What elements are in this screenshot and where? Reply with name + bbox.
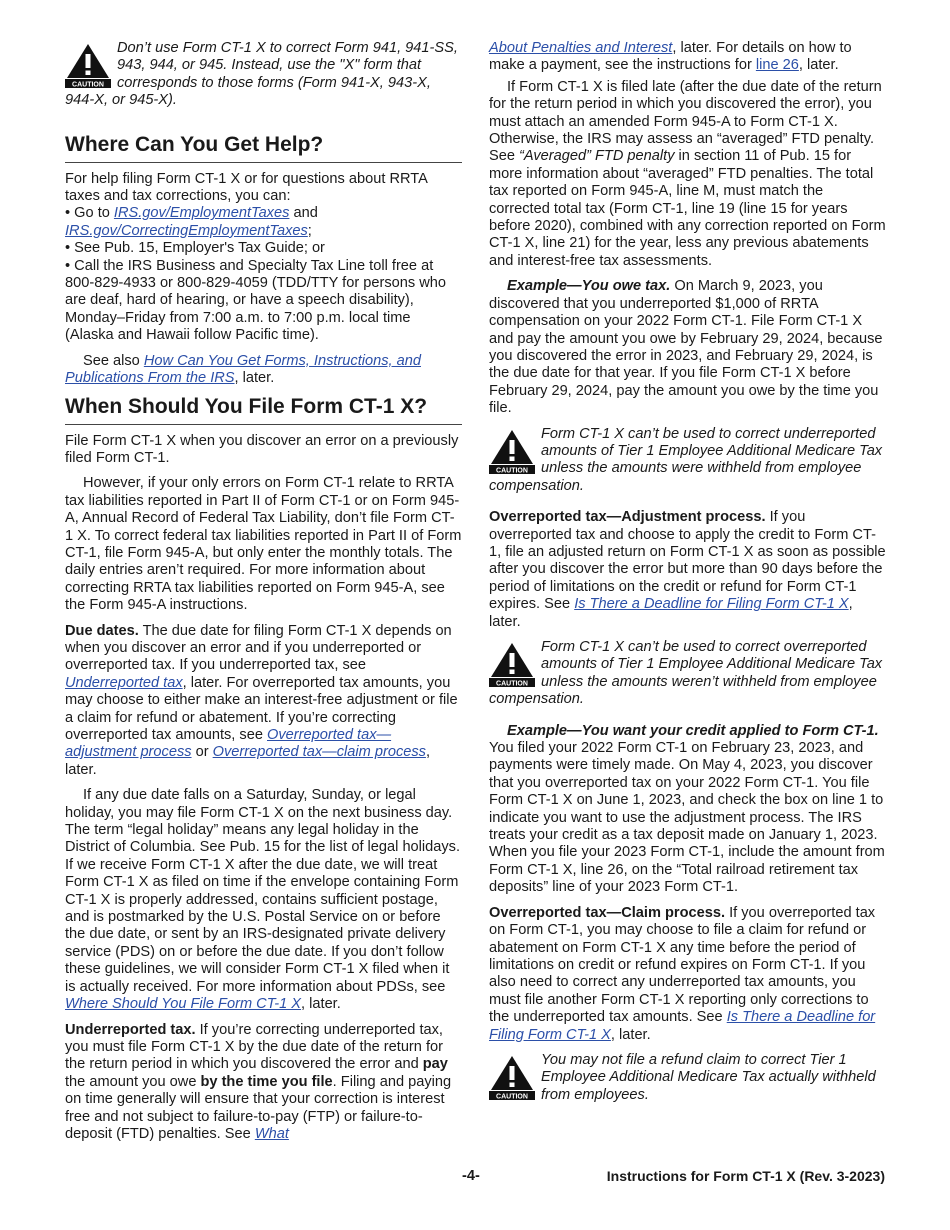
help-intro: For help filing Form CT-1 X or for questions about RRTA taxes and tax corrections, you can: [65, 170, 428, 205]
link-where-file[interactable]: Where Should You File Form CT-1 X [65, 996, 302, 1013]
page-number: -4- [462, 1168, 480, 1184]
due-dates-paragraph: Due dates. The due date for filing Form CT-1 X depends on when you discover an error and if you underreported or overreported tax. If you underreported tax, see Underreported tax, later. For overreported tax amounts, you may choose to either make an interest-free adjustment or file a claim for refund or abatement. If you’re correcting overreported tax amounts, see Overreported tax—adjustment process or Overreported tax—claim process, later. [65, 622, 458, 778]
caution-text: Form CT-1 X can’t be used to correct overreported amounts of Tier 1 Employee Additional Medicare Tax unless the amounts weren’t withheld from employee compensation. [489, 639, 883, 708]
link-what-about-penalties[interactable]: What [254, 1125, 289, 1142]
heading-when-file: When Should You File Form CT-1 X? [65, 394, 462, 425]
link-correcting-employment-taxes[interactable]: IRS.gov/CorrectingEmploymentTaxes [65, 222, 308, 239]
link-claim-process[interactable]: Overreported tax—claim process [212, 744, 426, 761]
continued-paragraph: About Penalties and Interest, later. For details on how to make a payment, see the instructions for line 26, later. [489, 40, 852, 74]
caution-icon [489, 428, 535, 474]
help-see-also: See also How Can You Get Forms, Instructions, and Publications From the IRS, later. [65, 352, 421, 387]
when-p2: However, if your only errors on Form CT-1 relate to RRTA tax liabilities reported in Part II of Form CT-1 or on Form 945-A, Annual Record of Federal Tax Liability, don’t file Form CT-1 X. To correct federal tax liabilities reported in Part II of Form CT-1, file Form 945-A, but only enter the monthly totals. The daily entries aren’t required. For more information about correcting RRTA tax liabilities reported on Form 945-A, see the Form 945-A instructions. [65, 475, 462, 614]
link-line-26[interactable]: line 26 [755, 57, 799, 74]
link-deadline-filing[interactable]: Is There a Deadline for Filing Form CT-1 X [574, 596, 849, 613]
heading-where-help: Where Can You Get Help? [65, 132, 462, 163]
caution-text: Form CT-1 X can’t be used to correct underreported amounts of Tier 1 Employee Additional Medicare Tax unless the amounts were withheld from employee compensation. [489, 425, 883, 494]
example-owe-tax: Example—You owe tax. On March 9, 2023, you discovered that you underreported $1,000 of RRTA compensation on your 2022 Form CT-1. File Form CT-1 X and pay the amount you owe by February 29, 2024, because you discovered the error in 2023, and February 29, 2024, is the due date for that year. If you file Form CT-1 X before February 29, 2024, pay the amount you owe by the time you file. [489, 278, 883, 417]
link-get-forms[interactable]: How Can You Get Forms, Instructions, and Publications From the IRS [65, 352, 421, 387]
caution-icon [65, 42, 111, 88]
holiday-paragraph: If any due date falls on a Saturday, Sunday, or legal holiday, you may file Form CT-1 X on the next business day. The term “legal holiday” means any legal holiday in the District of Columbia. See Pub. 15 for the list of legal holidays. If we receive Form CT-1 X after the due date, we will treat Form CT-1 X as filed on time if the envelope containing Form CT-1 X is properly addressed, contains sufficient postage, and is postmarked by the U.S. Postal Service on or before the due date, or sent by an IRS-designated private delivery service (PDS) on or before the due date. If you don’t follow these guidelines, we will consider Form CT-1 X filed when it is actually received. For more information about PDSs, see Where Should You File Form CT-1 X, later. [65, 787, 461, 1013]
help-bullet-1: • Go to IRS.gov/EmploymentTaxes and IRS.gov/CorrectingEmploymentTaxes; [65, 205, 318, 239]
caution-note-refund-claim [489, 1052, 886, 1104]
caution-text: You may not file a refund claim to correct Tier 1 Employee Additional Medicare Tax actually withheld from employees. [541, 1051, 876, 1103]
link-deadline-filing-2[interactable]: Is There a Deadline for Filing Form CT-1 X [489, 1009, 876, 1043]
left-column [65, 40, 462, 1143]
underreported-paragraph: Underreported tax. If you’re correcting underreported tax, you must file Form CT-1 X by the due date of the return for the return period in which you discovered the error and pay the amount you owe by the time you file. Filing and paying on time generally will ensure that your correction is interest free and not subject to failure-to-pay (FTP) or failure-to-deposit (FTD) penalties. See What [65, 1021, 452, 1142]
example-credit-applied: Example—You want your credit applied to Form CT-1. You filed your 2022 Form CT-1 on February 23, 2023, and payments were timely made. On May 4, 2023, you discover that you overreported tax on your 2022 Form CT-1. You file Form CT-1 X on June 1, 2023, and check the box on line 1 to indicate you want to use the adjustment process. The IRS treats your credit as a tax deposit made on January 1, 2023. When you file your 2023 Form CT-1, include the amount from Form CT-1 X, line 26, on the “Total railroad retirement tax deposits” line of your 2023 Form CT-1. [489, 722, 885, 896]
link-penalties-interest[interactable]: About Penalties and Interest [489, 40, 673, 56]
right-column [489, 40, 886, 1104]
footer-title: Instructions for Form CT-1 X (Rev. 3-2023) [606, 1168, 885, 1184]
link-underreported-tax[interactable]: Underreported tax [65, 674, 183, 691]
when-p1: File Form CT-1 X when you discover an error on a previously filed Form CT-1. [65, 432, 459, 466]
claim-process-paragraph: Overreported tax—Claim process. If you overreported tax on Form CT-1, you may choose to file a claim for refund or abatement on Form CT-1 X any time before the period of limitations on credit or refund expires on Form CT-1. If you also need to correct any underreported tax amounts, you must file another Form CT-1 X reporting only corrections to the underreported tax amounts. See Is There a Deadline for Filing Form CT-1 X, later. [489, 904, 876, 1043]
link-adjustment-process[interactable]: Overreported tax—adjustment process [65, 727, 392, 761]
caution-icon [489, 1054, 535, 1100]
help-bullet-3: • Call the IRS Business and Specialty Tax Line toll free at 800-829-4933 or 800-829-4059 (TDD/TTY for persons who are deaf, hard of hearing, or have a speech disability), Monday–Friday from 7:00 a.m. to 7:00 p.m. local time (Alaska and Hawaii follow Pacific time). [65, 257, 446, 344]
caution-note-underreported [489, 426, 886, 496]
caution-text: Don’t use Form CT-1 X to correct Form 941, 941-SS, 943, 944, or 945. Instead, use the "X" form that corresponds to those forms (Form 941-X, 943-X, 944-X, or 945-X). [65, 40, 458, 109]
caution-icon [489, 641, 535, 687]
late-filing-paragraph: If Form CT-1 X is filed late (after the due date of the return for the return period in which you discovered the error), you must attach an amended Form 945-A to Form CT-1 X. Otherwise, the IRS may assess an “averaged” FTD penalty. See “Averaged” FTD penalty in section 11 of Pub. 15 for more information about “averaged” FTD penalties. The total tax reported on Form 945-A, line M, must match the corrected total tax (Form CT-1, line 19 (line 15 for years before 2020), combined with any correction reported on Form CT-1 X, line 21) for the year, less any previous abatements and interest-free tax assessments. [489, 78, 886, 269]
help-bullet-2: • See Pub. 15, Employer's Tax Guide; or [65, 240, 325, 257]
caution-note-overreported [489, 639, 886, 709]
caution-note-form941 [65, 40, 462, 110]
link-employment-taxes[interactable]: IRS.gov/EmploymentTaxes [113, 205, 290, 222]
adjustment-process-paragraph: Overreported tax—Adjustment process. If you overreported tax and choose to apply the credit to Form CT-1, file an adjusted return on Form CT-1 X as soon as possible after you discover the error but more than 90 days before the period of limitations on the credit or refund for Form CT-1 expires. See Is There a Deadline for Filing Form CT-1 X, later. [489, 509, 886, 630]
